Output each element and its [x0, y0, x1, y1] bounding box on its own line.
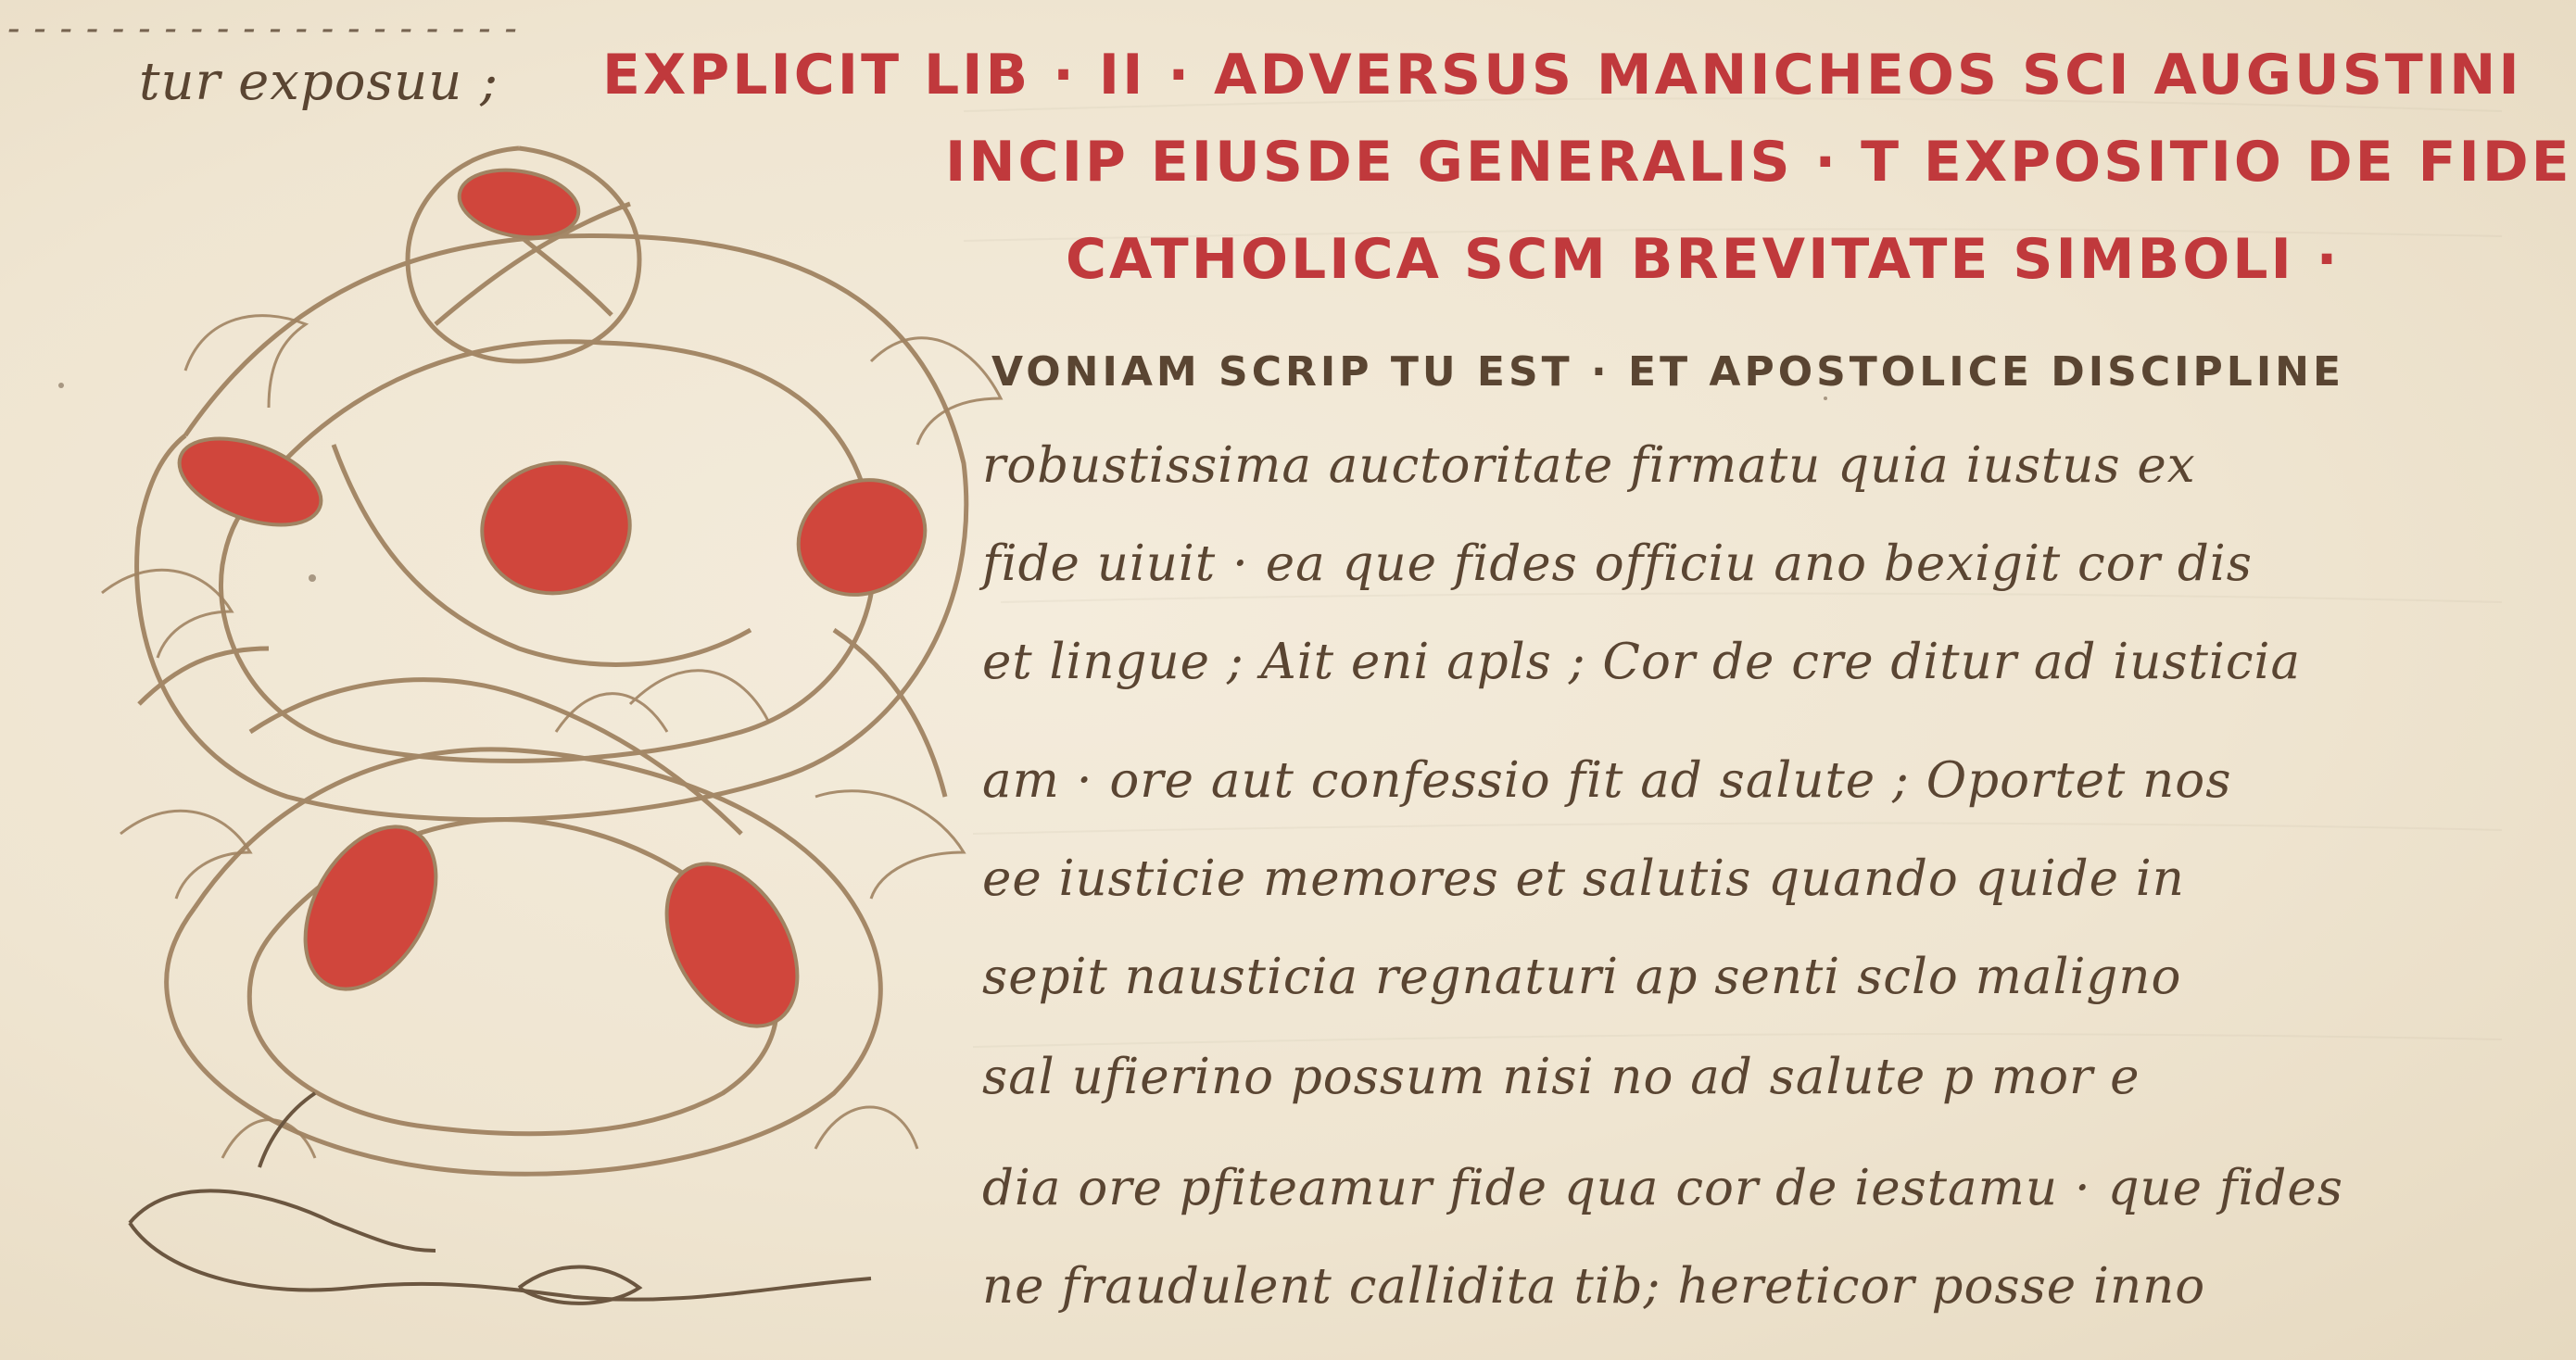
text-line-1: VONIAM SCRIP TU EST · ET APOSTOLICE DISCIPLINE — [991, 348, 2345, 396]
text-line-7: sepit nausticia regnaturi ap senti sclo maligno — [982, 949, 2182, 1005]
initial-red-lobes — [168, 161, 944, 1049]
text-line-8: sal ufierino possum nisi no ad salute p mor e — [982, 1049, 2140, 1105]
text-line-9: dia ore pfiteamur fide qua cor de iestamu · que fides — [982, 1160, 2343, 1216]
rubric-line-1: EXPLICIT LIB · II · ADVERSUS MANICHEOS SCI AUGUSTINI — [602, 43, 2522, 107]
rubric-line-2: INCIP EIUSDE GENERALIS · T EXPOSITIO DE FIDE — [945, 130, 2572, 195]
text-line-cut-off: - - - - - - - - - - - - - - - - - - - - — [7, 7, 518, 50]
text-line-10: ne fraudulent callidita tib; hereticor posse inno — [982, 1258, 2206, 1315]
text-line-2: robustissima auctoritate firmatu quia iustus ex — [982, 437, 2196, 494]
initial-interlace — [137, 148, 966, 1174]
decorated-initial — [37, 130, 1019, 1343]
text-line-3: fide uiuit · ea que fides officiu ano bexigit cor dis — [982, 535, 2253, 592]
initial-serpent — [130, 1093, 871, 1303]
text-line-4: et lingue ; Ait eni apls ; Cor de cre ditur ad iusticia — [982, 634, 2302, 690]
rubric-line-3: CATHOLICA SCM BREVITATE SIMBOLI · — [1066, 227, 2341, 292]
text-line-6: ee iusticie memores et salutis quando quide in — [982, 850, 2185, 907]
text-line-ending: tur exposuu ; — [139, 52, 499, 112]
text-line-5: am · ore aut confessio fit ad salute ; Oportet nos — [982, 752, 2232, 809]
